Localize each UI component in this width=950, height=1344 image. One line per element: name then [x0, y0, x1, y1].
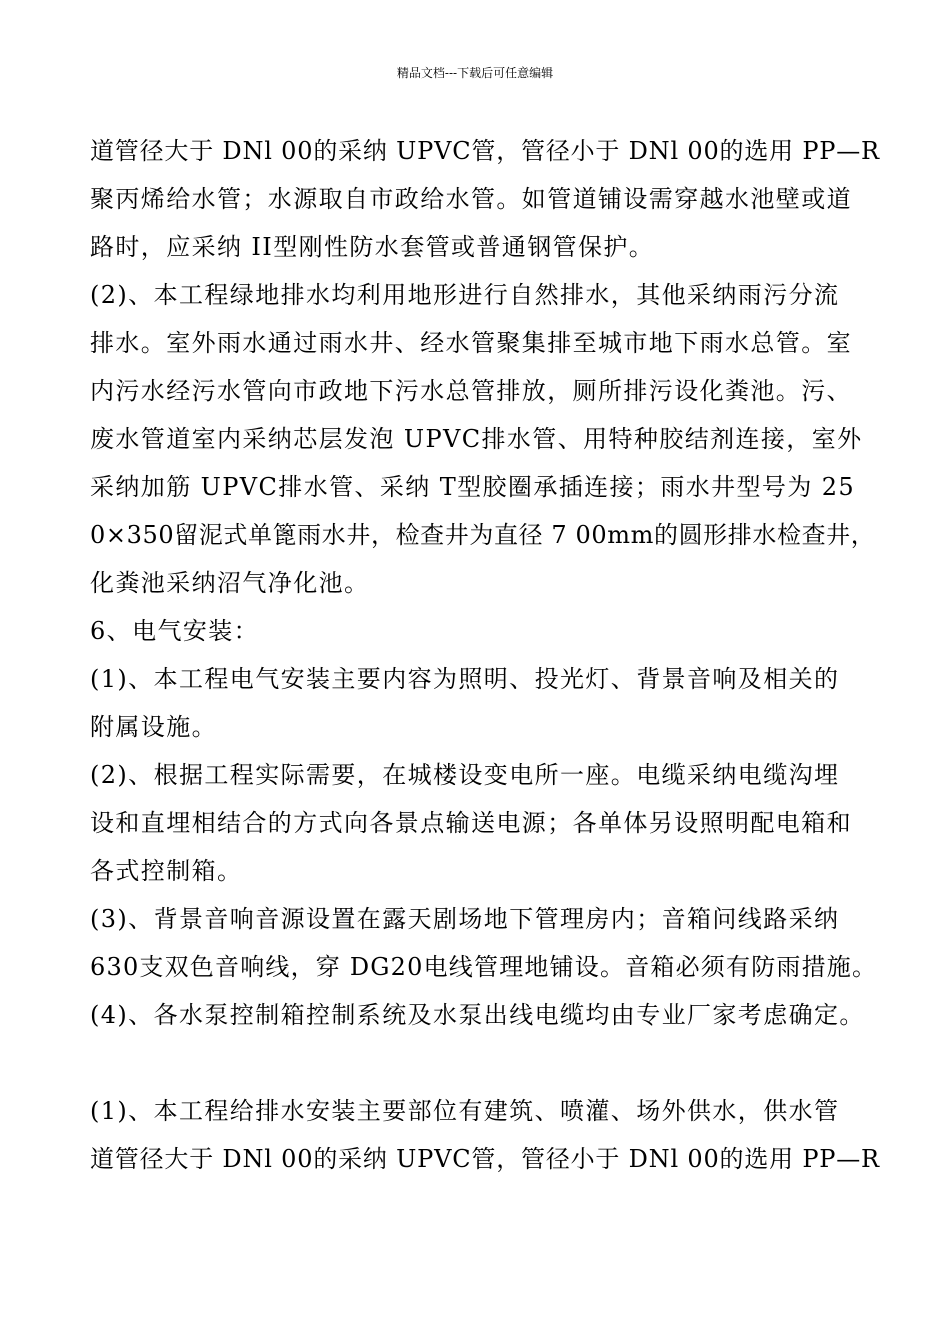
text-line: 化粪池采纳沼气净化池。 — [90, 569, 370, 597]
text-line: 排水。室外雨水通过雨水井、经水管聚集排至城市地下雨水总管。室 — [90, 329, 852, 357]
text-line: (1)、本工程给排水安装主要部位有建筑、喷灌、场外供水，供水管 — [90, 1097, 840, 1125]
text-line: (4)、各水泵控制箱控制系统及水泵出线电缆均由专业厂家考虑确定。 — [90, 1001, 865, 1029]
text-line: 路时，应采纳 II型刚性防水套管或普通钢管保护。 — [90, 233, 655, 261]
text-line: 附属设施。 — [90, 713, 217, 741]
document-body — [90, 127, 880, 1183]
text-line: (2)、本工程绿地排水均利用地形进行自然排水，其他采纳雨污分流 — [90, 281, 840, 309]
text-line: (1)、本工程电气安装主要内容为照明、投光灯、背景音响及相关的 — [90, 665, 840, 693]
text-line: 0×350留泥式单篦雨水井，检查井为直径 7 00mm的圆形排水检查井， — [90, 521, 876, 549]
paragraph-gap — [90, 1039, 880, 1087]
text-line: 道管径大于 DNl 00的采纳 UPVC管，管径小于 DNl 00的选用 PP—R — [90, 1145, 880, 1173]
text-line: 630支双色音响线，穿 DG20电线管理地铺设。音箱必须有防雨措施。 — [90, 953, 878, 981]
text-line: 聚丙烯给水管；水源取自市政给水管。如管道铺设需穿越水池壁或道 — [90, 185, 852, 213]
text-line: 道管径大于 DNl 00的采纳 UPVC管，管径小于 DNl 00的选用 PP—R — [90, 137, 880, 165]
text-line: 设和直埋相结合的方式向各景点输送电源；各单体另设照明配电箱和 — [90, 809, 852, 837]
text-line: 内污水经污水管向市政地下污水总管排放，厕所排污设化粪池。污、 — [90, 377, 852, 405]
section-heading: 6、电气安装： — [90, 617, 260, 645]
page-header: 精品文档---下载后可任意编辑 — [396, 66, 554, 80]
text-line: (3)、背景音响音源设置在露天剧场地下管理房内；音箱问线路采纳 — [90, 905, 840, 933]
text-line: 采纳加筋 UPVC排水管、采纳 T型胶圈承插连接；雨水井型号为 25 — [90, 473, 856, 501]
text-line: 各式控制箱。 — [90, 857, 243, 885]
text-line: 废水管道室内采纳芯层发泡 UPVC排水管、用特种胶结剂连接，室外 — [90, 425, 863, 453]
text-line: (2)、根据工程实际需要，在城楼设变电所一座。电缆采纳电缆沟埋 — [90, 761, 840, 789]
